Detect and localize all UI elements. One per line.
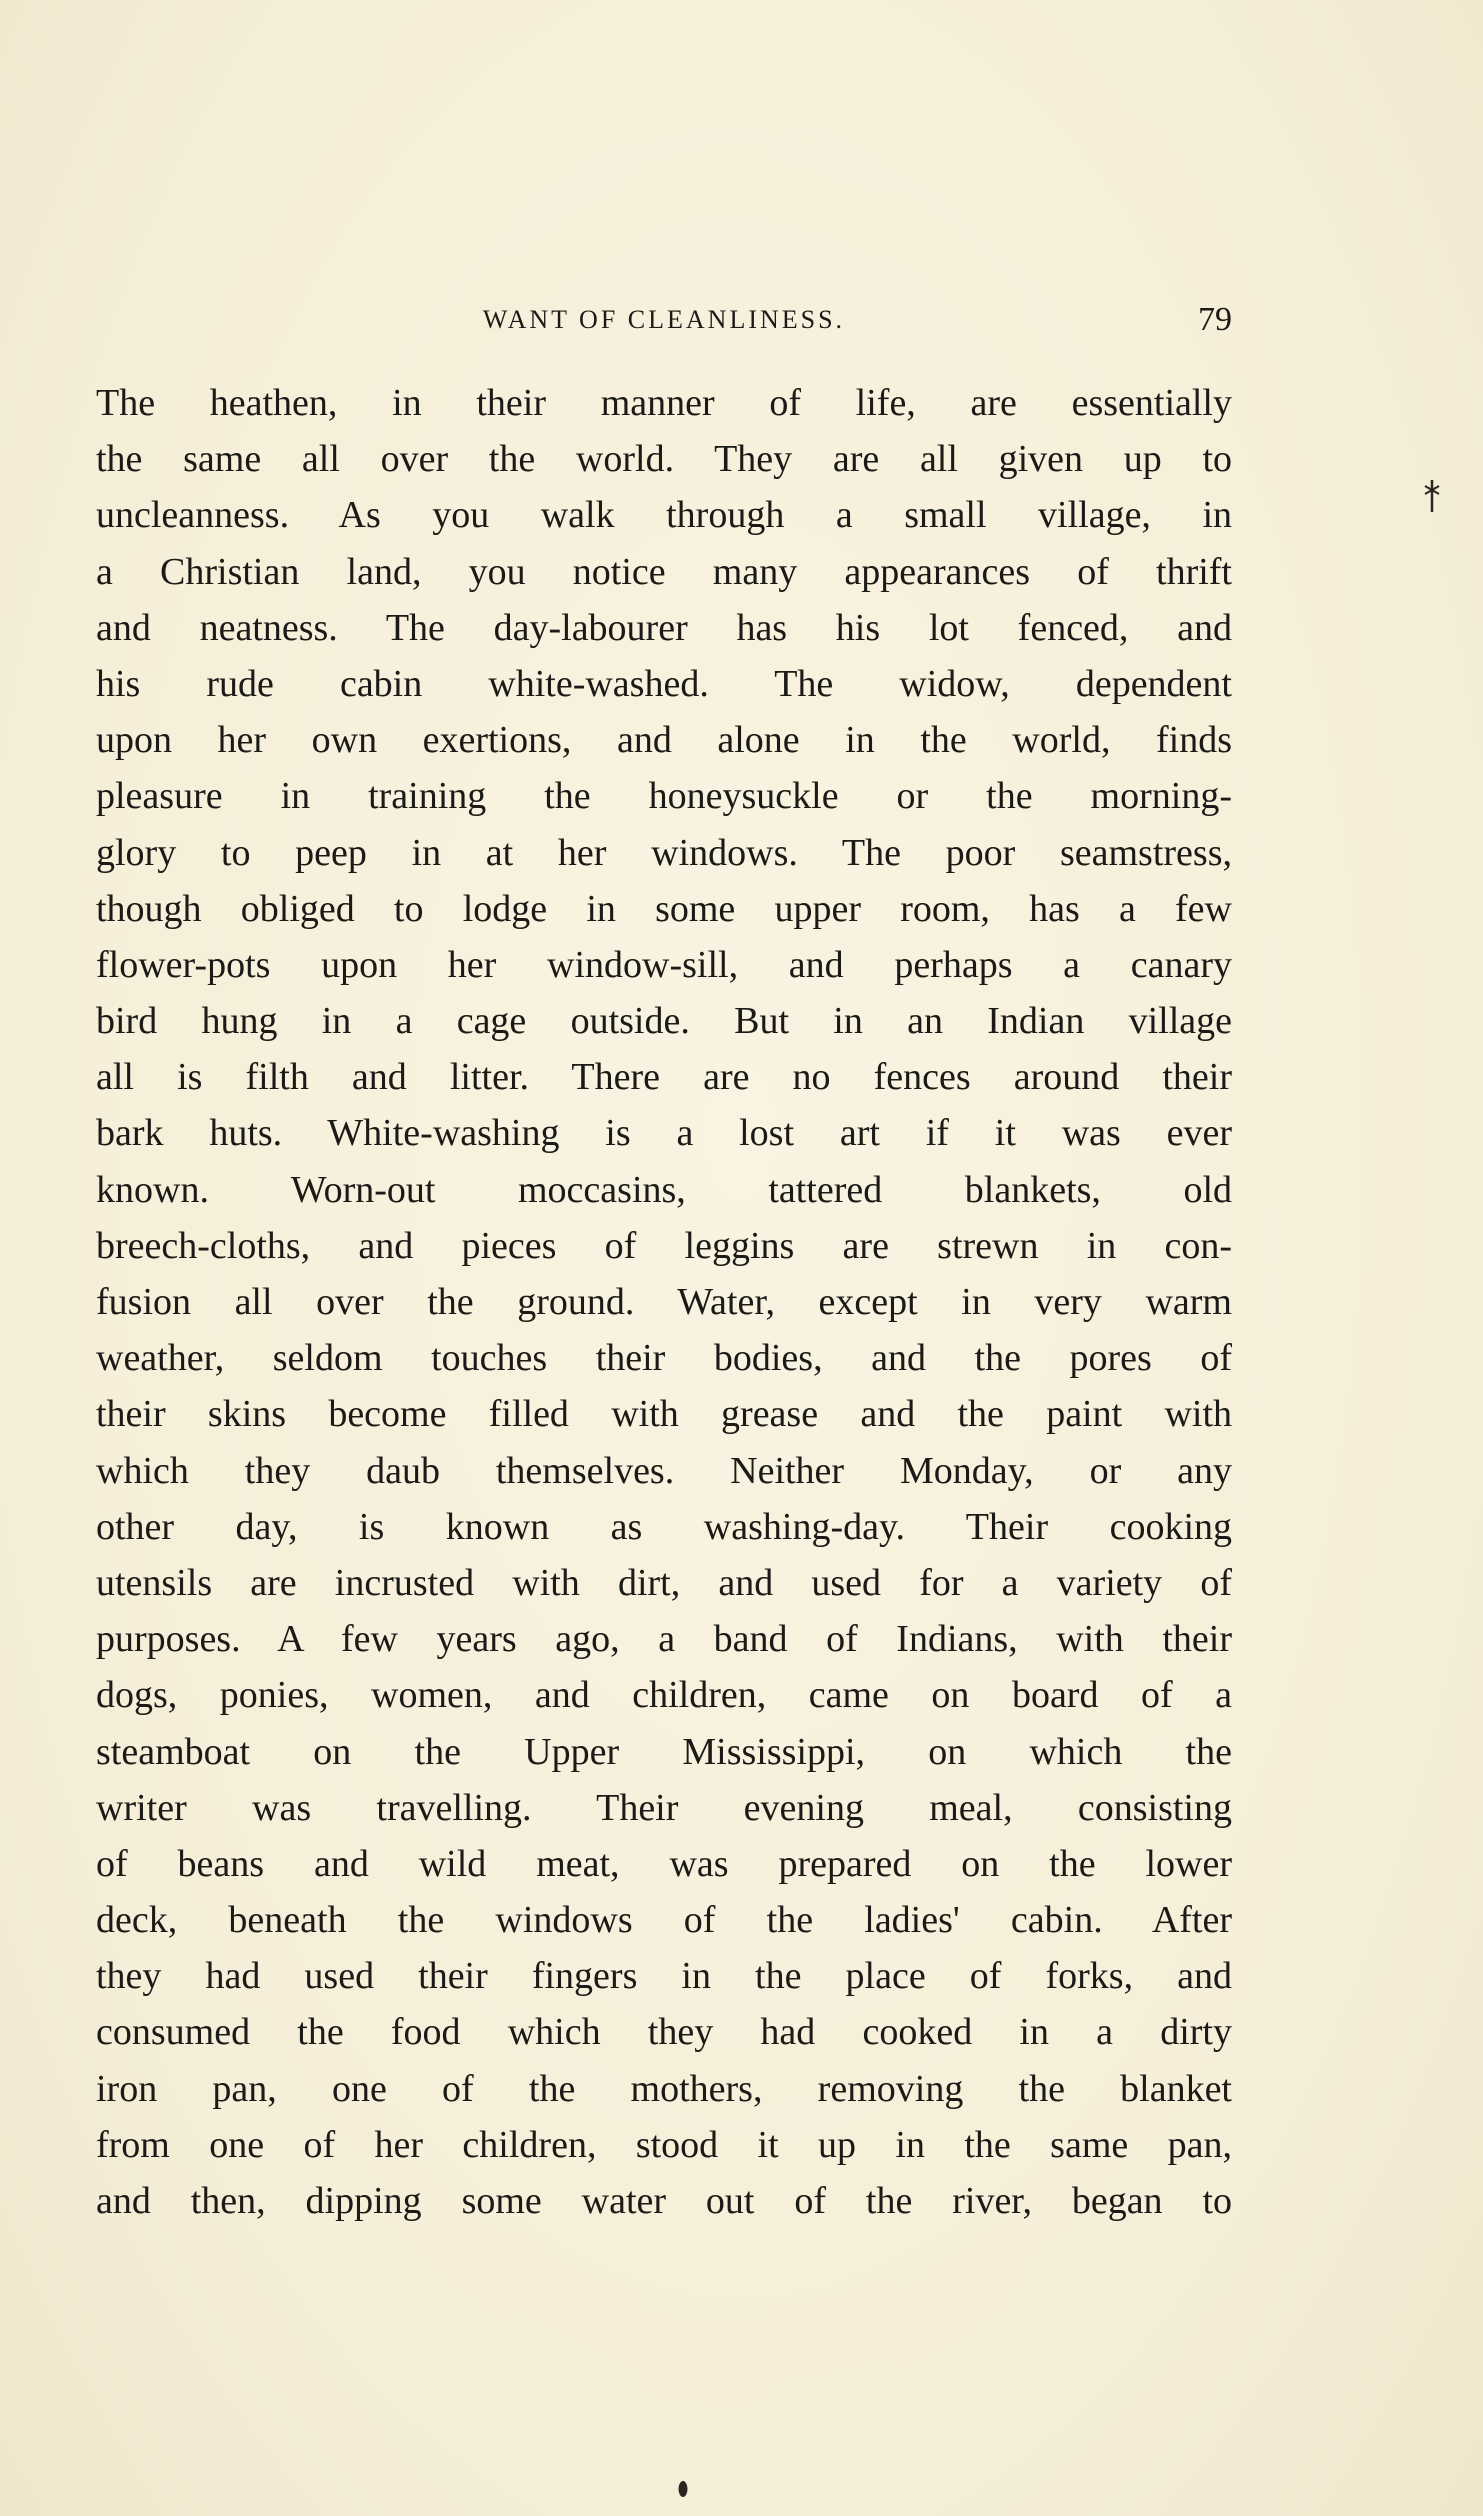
text-line: The heathen, in their manner of life, are essentially — [96, 382, 1232, 424]
text-line: iron pan, one of the mothers, removing the blanket — [96, 2067, 1232, 2110]
text-line: steamboat on the Upper Mississippi, on which the — [96, 1730, 1232, 1773]
text-line: dogs, ponies, women, and children, came on board of a — [96, 1674, 1232, 1717]
asterisk-mark-icon — [1422, 478, 1442, 514]
text-line: writer was travelling. Their evening meal, consisting — [96, 1786, 1232, 1829]
text-line: other day, is known as washing-day. Their cooking — [96, 1505, 1232, 1548]
text-line: of beans and wild meat, was prepared on the lower — [96, 1842, 1232, 1885]
text-line: all is filth and litter. There are no fences around their — [96, 1056, 1232, 1099]
text-line: purposes. A few years ago, a band of Indians, with their — [96, 1618, 1232, 1661]
text-line: known. Worn-out moccasins, tattered blankets, old — [96, 1168, 1232, 1211]
text-line: a Christian land, you notice many appearances of thrift — [96, 550, 1232, 593]
text-line: his rude cabin white-washed. The widow, dependent — [96, 662, 1232, 705]
text-line: bark huts. White-washing is a lost art if it was ever — [96, 1112, 1232, 1155]
text-line: they had used their fingers in the place of forks, and — [96, 1955, 1232, 1998]
text-line: their skins become filled with grease and the paint with — [96, 1393, 1232, 1436]
running-title: WANT OF CLEANLINESS. — [482, 305, 846, 334]
text-line: pleasure in training the honeysuckle or the morning- — [96, 775, 1232, 818]
text-line: fusion all over the ground. Water, except in very warm — [96, 1281, 1232, 1323]
text-line: which they daub themselves. Neither Monday, or any — [96, 1449, 1232, 1492]
text-line: glory to peep in at her windows. The poor seamstress, — [96, 831, 1232, 874]
text-line: uncleanness. As you walk through a small village, in — [96, 494, 1232, 537]
text-line: weather, seldom touches their bodies, and the pores of — [96, 1337, 1232, 1380]
text-line: the same all over the world. They are all given up to — [96, 438, 1232, 481]
running-head — [96, 300, 1232, 340]
text-line: deck, beneath the windows of the ladies' cabin. After — [96, 1899, 1232, 1942]
ink-speck-icon — [676, 2478, 690, 2500]
page-number: 79 — [1198, 301, 1232, 338]
text-line: consumed the food which they had cooked in a dirty — [96, 2011, 1232, 2054]
text-line: and then, dipping some water out of the river, began to — [96, 2180, 1232, 2222]
text-line: upon her own exertions, and alone in the world, finds — [96, 719, 1232, 762]
text-line: utensils are incrusted with dirt, and used for a variety of — [96, 1561, 1232, 1604]
text-line: breech-cloths, and pieces of leggins are strewn in con- — [96, 1224, 1232, 1267]
body-text — [96, 375, 1232, 2229]
text-line: flower-pots upon her window-sill, and perhaps a canary — [96, 943, 1232, 986]
text-line: and neatness. The day-labourer has his lot fenced, and — [96, 606, 1232, 649]
text-line: from one of her children, stood it up in the same pan, — [96, 2123, 1232, 2166]
text-line: bird hung in a cage outside. But in an Indian village — [96, 1000, 1232, 1043]
text-line: though obliged to lodge in some upper room, has a few — [96, 887, 1232, 930]
